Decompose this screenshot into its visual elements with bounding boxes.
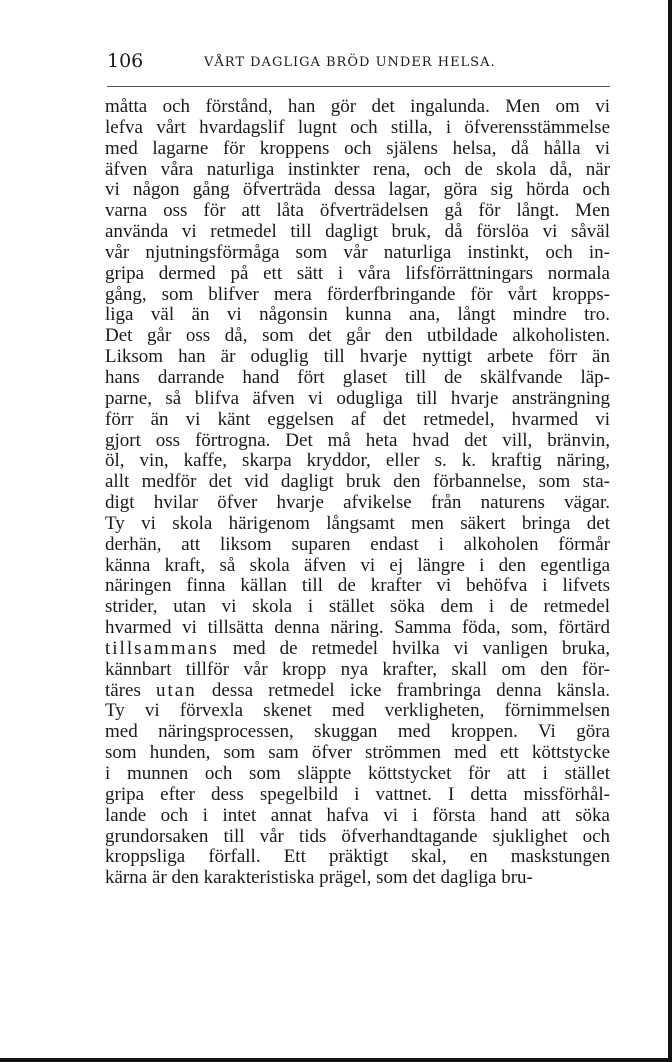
text-line: i munnen och som släppte köttstycket för att i stället (105, 763, 610, 784)
text-line: lande och i intet annat hafva vi i första hand att söka (105, 804, 610, 826)
text-line: med näringsprocessen, skuggan med kroppen. Vi göra (105, 721, 610, 743)
text-line: grundorsaken till vår tids öfverhandtagande sjuklighet och (105, 825, 610, 847)
text-line: gång, som blifver mera förderfbringande för vårt kropps- (105, 283, 610, 305)
text-line: kännbart tillför vår kropp nya krafter, skall om den för- (105, 658, 610, 680)
text-line: med lagarne för kroppens och själens helsa, då hålla vi (105, 137, 610, 159)
text-line: Liksom han är oduglig till hvarje nyttigt arbete förr än (105, 346, 610, 368)
text-line: varna oss för att låta öfverträdelsen gå för långt. Men (105, 200, 610, 222)
text-line: allt medför det vid dagligt bruk den förbannelse, som sta- (105, 471, 610, 493)
page-number: 106 (107, 50, 144, 72)
running-header (107, 50, 610, 74)
text-line: hans darrande hand fört glaset till de skälfvande läp- (105, 366, 610, 388)
text-line: gjort oss förtrogna. Det må heta hvad det vill, bränvin, (105, 429, 610, 451)
text-line: förr än vi känt eggelsen af det retmedel, hvarmed vi (105, 408, 610, 430)
text-line: använda vi retmedel till dagligt bruk, då förslöa vi såväl (105, 221, 610, 243)
text-line: vi någon gång öfverträda dessa lagar, göra sig hörda och (105, 179, 610, 201)
text-line: näringen finna källan till de krafter vi behöfva i lifvets (105, 575, 610, 597)
scan-border-right (668, 0, 672, 1062)
text-line: Ty vi förvexla skenet med verkligheten, förnimmelsen (105, 700, 610, 722)
text-line (105, 639, 610, 660)
text-line: hvarmed vi tillsätta denna näring. Samma föda, som, förtärd (105, 617, 610, 639)
text-line: känna kraft, så skola äfven vi ej längre i den egentliga (105, 554, 610, 576)
body-text (105, 97, 610, 889)
text-line: parne, så blifva äfven vi odugliga till hvarje ansträngning (105, 387, 610, 409)
scan-border-bottom (0, 1058, 672, 1062)
emphasized-word: utan (156, 679, 197, 701)
text-segment: täres (105, 679, 157, 701)
text-line: derhän, att liksom suparen endast i alkoholen förmår (105, 533, 610, 555)
emphasized-word: tillsammans (105, 637, 219, 659)
text-line: kroppsliga förfall. Ett präktigt skal, en maskstungen (105, 846, 610, 868)
text-line: Ty vi skola härigenom långsamt men säkert bringa det (105, 512, 610, 534)
text-line: Det går oss då, som det går den utbildade alkoholisten. (105, 325, 610, 347)
text-line: som hunden, som sam öfver strömmen med ett köttstycke (105, 742, 610, 764)
text-line: gripa efter dess spegelbild i vattnet. I detta missförhål- (105, 783, 610, 805)
text-line: liga väl än vi någonsin kunna ana, långt mindre tro. (105, 304, 610, 326)
text-line (105, 681, 610, 702)
running-title: VÅRT DAGLIGA BRÖD UNDER HELSA. (204, 55, 496, 70)
text-line: öl, vin, kaffe, skarpa kryddor, eller s. k. kraftig näring, (105, 450, 610, 472)
text-line: måtta och förstånd, han gör det ingalunda. Men om vi (105, 96, 610, 117)
text-line: äfven våra naturliga instinkter rena, och de skola då, när (105, 158, 610, 180)
text-line: vår njutningsförmåga som vår naturliga instinkt, och in- (105, 241, 610, 263)
text-segment: dessa retmedel icke frambringa denna känsla. (196, 679, 610, 701)
header-rule (107, 86, 610, 87)
text-line: strider, utan vi skola i stället söka dem i de retmedel (105, 596, 610, 618)
text-line: gripa dermed på ett sätt i våra lifsförrättningars normala (105, 262, 610, 284)
text-line: lefva vårt hvardagslif lugnt och stilla, i öfverensstämmelse (105, 116, 610, 138)
text-line: kärna är den karakteristiska prägel, som det dagliga bru- (105, 867, 533, 889)
text-line: digt hvilar öfver hvarje afvikelse från naturens vägar. (105, 492, 610, 514)
text-segment: med de retmedel hvilka vi vanligen bruka, (218, 637, 610, 659)
